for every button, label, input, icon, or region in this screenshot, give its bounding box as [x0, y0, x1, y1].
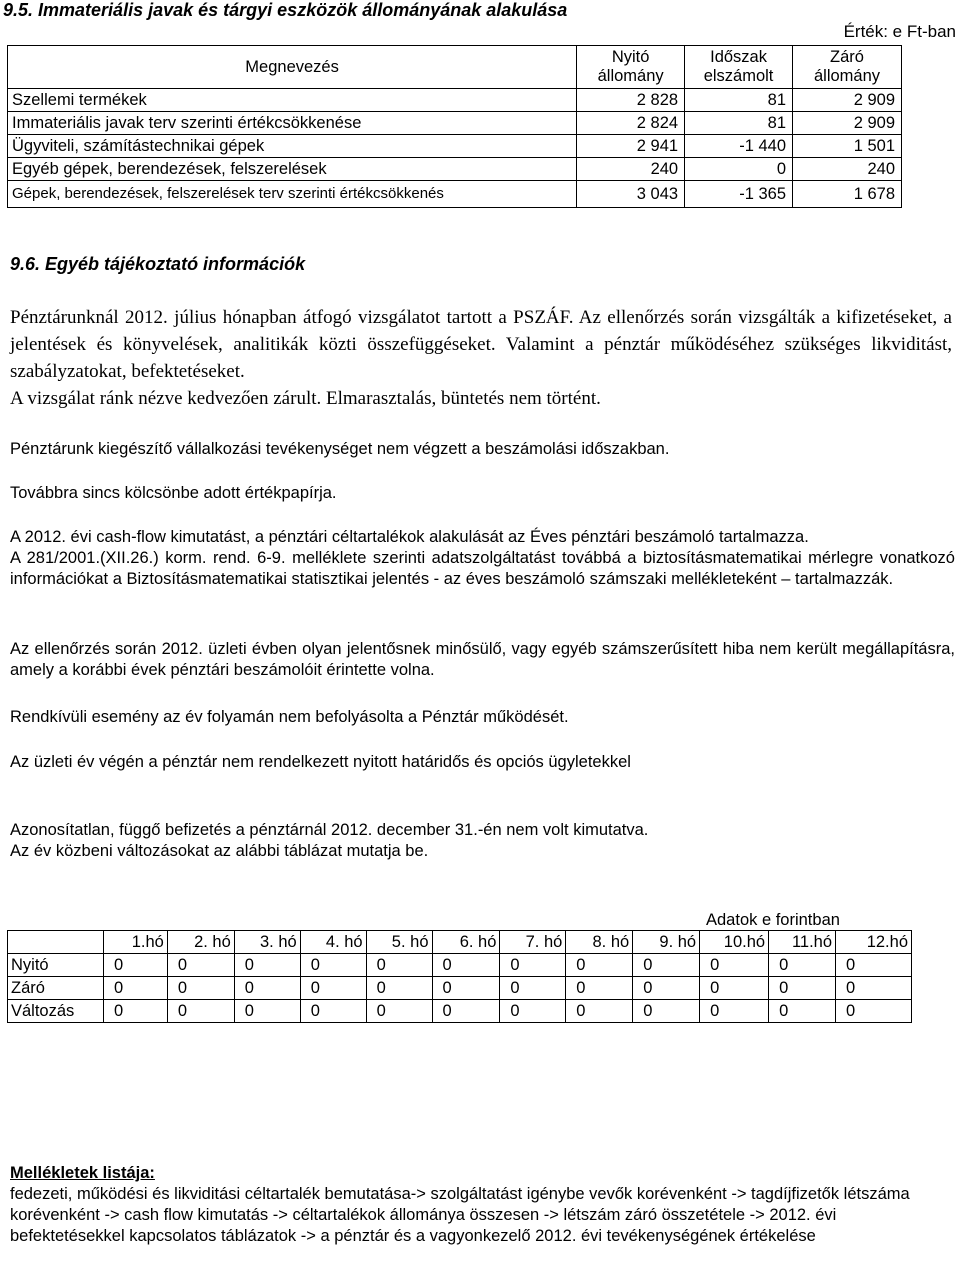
- row-period: 81: [685, 89, 793, 112]
- header-closing: Záró állomány: [793, 46, 902, 89]
- monthly-table: [7, 930, 912, 1023]
- month-header: 7. hó: [500, 931, 566, 954]
- row-closing: 1 678: [793, 181, 902, 208]
- suspense-paragraph: [10, 820, 648, 862]
- unit-label: Érték: e Ft-ban: [843, 22, 956, 41]
- cell-value: 0: [769, 977, 836, 1000]
- table-header-row: [8, 46, 902, 89]
- month-header: 3. hó: [234, 931, 300, 954]
- row-opening: 2 941: [577, 135, 685, 158]
- header-name: Megnevezés: [8, 46, 577, 89]
- attachments-text: fedezeti, működési és likviditási céltartalék bemutatása-> szolgáltatást igénybe vevők korévenként -> tagdíjfizetők létszáma korévenként -> cash flow kimutatás -> céltartalékok állománya összesen -> létszám záró összetétele -> 2012. évi befektetésekkel kapcsolatos táblázatok -> a pénztár és a vagyonkezelő 2012. évi tevékenységének értékelése: [10, 1185, 910, 1245]
- monthly-unit-label: Adatok e forintban: [706, 911, 840, 929]
- suspense-text-2: Az év közbeni változásokat az alábbi táblázat mutatja be.: [10, 842, 429, 860]
- inspection-text: Pénztárunknál 2012. július hónapban átfogó vizsgálatot tartott a PSZÁF. Az ellenőrzés során vizsgálták a kifizetéseket, a jelentések és könyvelések, analitikák közti összefüggéseket. Valamint a pénztár működéséhez szükséges likviditást, szabályzatokat, befektetéseket.: [10, 307, 952, 382]
- cell-value: 0: [366, 977, 432, 1000]
- row-period: 81: [685, 112, 793, 135]
- errors-text: Az ellenőrzés során 2012. üzleti évben olyan jelentősnek minősülő, vagy egyéb számszerűsített hiba nem került megállapításra, amely a korábbi évek pénztári beszámolóit érintette volna.: [10, 640, 955, 679]
- row-period: 0: [685, 158, 793, 181]
- cell-value: 0: [566, 977, 633, 1000]
- row-name: Egyéb gépek, berendezések, felszerelések: [8, 158, 577, 181]
- row-opening: 2 828: [577, 89, 685, 112]
- month-header: 12.hó: [836, 931, 912, 954]
- cell-value: 0: [500, 977, 566, 1000]
- monthly-header-row: [8, 931, 912, 954]
- month-header: 2. hó: [167, 931, 234, 954]
- month-header: 10.hó: [700, 931, 769, 954]
- cell-value: 0: [103, 1000, 167, 1023]
- table-row: [8, 158, 902, 181]
- month-header: 6. hó: [432, 931, 500, 954]
- monthly-row-change: [8, 1000, 912, 1023]
- attachments-heading: Mellékletek listája:: [10, 1164, 155, 1182]
- cell-value: 0: [300, 954, 366, 977]
- cell-value: 0: [167, 977, 234, 1000]
- month-header: 1.hó: [103, 931, 167, 954]
- supplementary-activity-text: Pénztárunk kiegészítő vállalkozási tevékenységet nem végzett a beszámolási időszakban.: [10, 440, 670, 458]
- attachments-section: [10, 1163, 955, 1247]
- row-opening: 240: [577, 158, 685, 181]
- cell-value: 0: [234, 977, 300, 1000]
- cell-value: 0: [633, 1000, 700, 1023]
- header-period: Időszak elszámolt: [685, 46, 793, 89]
- table-row: [8, 135, 902, 158]
- cell-value: 0: [432, 977, 500, 1000]
- positions-text: Az üzleti év végén a pénztár nem rendelkezett nyitott határidős és opciós ügyletekkel: [10, 753, 631, 771]
- cell-value: 0: [167, 954, 234, 977]
- cell-value: 0: [432, 1000, 500, 1023]
- extraordinary-text: Rendkívüli esemény az év folyamán nem befolyásolta a Pénztár működését.: [10, 708, 569, 726]
- cell-value: 0: [700, 977, 769, 1000]
- cell-value: 0: [769, 1000, 836, 1023]
- row-opening: 3 043: [577, 181, 685, 208]
- cell-value: 0: [769, 954, 836, 977]
- cell-value: 0: [700, 1000, 769, 1023]
- row-label: Nyitó: [8, 954, 104, 977]
- row-label: Változás: [8, 1000, 104, 1023]
- cell-value: 0: [234, 1000, 300, 1023]
- row-name: Gépek, berendezések, felszerelések terv szerinti értékcsökkenés: [8, 181, 577, 208]
- cell-value: 0: [566, 954, 633, 977]
- row-name: Immateriális javak terv szerinti értékcsökkenése: [8, 112, 577, 135]
- table-row: [8, 112, 902, 135]
- inspection-result: A vizsgálat ránk nézve kedvezően zárult. Elmarasztalás, büntetés nem történt.: [10, 388, 601, 409]
- cell-value: 0: [700, 954, 769, 977]
- cashflow-paragraph: [10, 527, 955, 590]
- cell-value: 0: [633, 954, 700, 977]
- cell-value: 0: [500, 954, 566, 977]
- row-closing: 1 501: [793, 135, 902, 158]
- securities-text: Továbbra sincs kölcsönbe adott értékpapírja.: [10, 484, 337, 502]
- row-closing: 2 909: [793, 112, 902, 135]
- monthly-corner-cell: [8, 931, 104, 954]
- cell-value: 0: [300, 1000, 366, 1023]
- month-header: 9. hó: [633, 931, 700, 954]
- row-period: -1 440: [685, 135, 793, 158]
- cashflow-text-2: A 281/2001.(XII.26.) korm. rend. 6-9. melléklete szerinti adatszolgáltatást továbbá a biztosításmatematikai mérlegre vonatkozó információkat a Biztosításmatematikai statisztikai jelentés - az éves beszámoló számszaki mellékleteként – tartalmazzák.: [10, 549, 955, 588]
- section-95-title: 9.5. Immateriális javak és tárgyi eszközök állományának alakulása: [3, 0, 568, 20]
- cell-value: 0: [432, 954, 500, 977]
- cell-value: 0: [167, 1000, 234, 1023]
- row-label: Záró: [8, 977, 104, 1000]
- monthly-row-opening: [8, 954, 912, 977]
- cell-value: 0: [836, 977, 912, 1000]
- month-header: 8. hó: [566, 931, 633, 954]
- month-header: 5. hó: [366, 931, 432, 954]
- cell-value: 0: [566, 1000, 633, 1023]
- cell-value: 0: [366, 1000, 432, 1023]
- cell-value: 0: [103, 977, 167, 1000]
- month-header: 4. hó: [300, 931, 366, 954]
- row-name: Ügyviteli, számítástechnikai gépek: [8, 135, 577, 158]
- cell-value: 0: [300, 977, 366, 1000]
- cell-value: 0: [366, 954, 432, 977]
- header-opening: Nyitó állomány: [577, 46, 685, 89]
- row-period: -1 365: [685, 181, 793, 208]
- cell-value: 0: [836, 954, 912, 977]
- suspense-text-1: Azonosítatlan, függő befizetés a pénztárnál 2012. december 31.-én nem volt kimutatva.: [10, 821, 649, 839]
- row-name: Szellemi termékek: [8, 89, 577, 112]
- section-96-title: 9.6. Egyéb tájékoztató információk: [10, 254, 306, 274]
- row-opening: 2 824: [577, 112, 685, 135]
- cell-value: 0: [633, 977, 700, 1000]
- table-row: [8, 89, 902, 112]
- row-closing: 240: [793, 158, 902, 181]
- monthly-row-closing: [8, 977, 912, 1000]
- cell-value: 0: [500, 1000, 566, 1023]
- cell-value: 0: [234, 954, 300, 977]
- cell-value: 0: [836, 1000, 912, 1023]
- cashflow-text-1: A 2012. évi cash-flow kimutatást, a pénztári céltartalékok alakulását az Éves pénztári beszámoló tartalmazza.: [10, 528, 809, 546]
- table-row: [8, 181, 902, 208]
- month-header: 11.hó: [769, 931, 836, 954]
- cell-value: 0: [103, 954, 167, 977]
- inspection-paragraph: [10, 304, 952, 412]
- row-closing: 2 909: [793, 89, 902, 112]
- asset-table: [7, 45, 902, 208]
